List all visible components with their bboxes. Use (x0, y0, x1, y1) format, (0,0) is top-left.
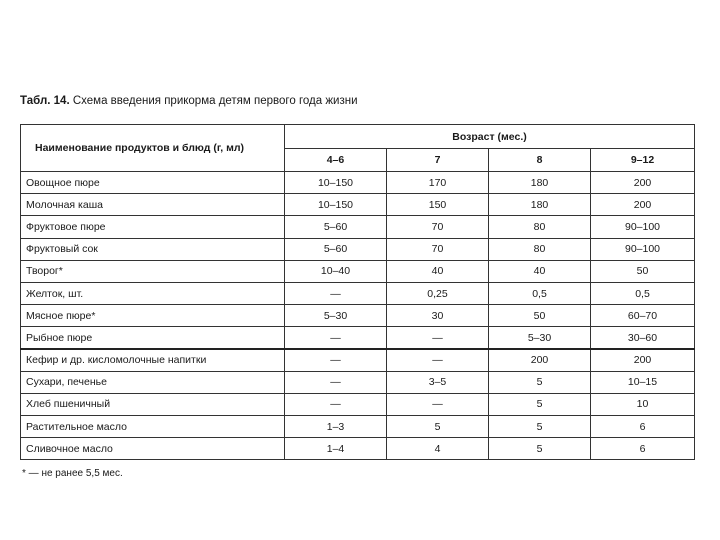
amount-cell: 150 (387, 194, 489, 216)
product-name-cell: Сливочное масло (21, 438, 285, 460)
amount-cell: 80 (489, 238, 591, 260)
age-column-header: 4–6 (285, 149, 387, 172)
amount-cell: 3–5 (387, 371, 489, 393)
amount-cell: 5–30 (489, 327, 591, 349)
amount-cell: 6 (591, 416, 695, 438)
amount-cell: 0,5 (591, 282, 695, 304)
amount-cell: 170 (387, 172, 489, 194)
amount-cell: 5–60 (285, 216, 387, 238)
feeding-schedule-table (20, 124, 695, 460)
amount-cell: 180 (489, 194, 591, 216)
age-column-header: 7 (387, 149, 489, 172)
caption-label: Табл. 14. (20, 95, 70, 107)
amount-cell: — (387, 393, 489, 415)
amount-cell: 30–60 (591, 327, 695, 349)
table-row (21, 172, 695, 194)
product-name-cell: Овощное пюре (21, 172, 285, 194)
table-row (21, 194, 695, 216)
table-row (21, 305, 695, 327)
amount-cell: 0,25 (387, 282, 489, 304)
amount-cell: 50 (591, 260, 695, 282)
amount-cell: — (285, 349, 387, 371)
amount-cell: 200 (591, 349, 695, 371)
amount-cell: 200 (489, 349, 591, 371)
amount-cell: 5 (489, 393, 591, 415)
amount-cell: 1–3 (285, 416, 387, 438)
table-row (21, 416, 695, 438)
table-row (21, 216, 695, 238)
product-name-cell: Сухари, печенье (21, 371, 285, 393)
amount-cell: — (285, 371, 387, 393)
age-group-header: Возраст (мес.) (285, 125, 695, 149)
product-name-cell: Мясное пюре* (21, 305, 285, 327)
product-name-cell: Кефир и др. кисломолочные напитки (21, 349, 285, 371)
amount-cell: 30 (387, 305, 489, 327)
amount-cell: 5 (489, 371, 591, 393)
amount-cell: 10–40 (285, 260, 387, 282)
product-name-cell: Желток, шт. (21, 282, 285, 304)
table-row (21, 260, 695, 282)
name-column-header: Наименование продуктов и блюд (г, мл) (21, 125, 285, 172)
product-name-cell: Фруктовое пюре (21, 216, 285, 238)
amount-cell: 10–15 (591, 371, 695, 393)
table-row (21, 349, 695, 371)
amount-cell: 10–150 (285, 172, 387, 194)
amount-cell: 70 (387, 216, 489, 238)
product-name-cell: Хлеб пшеничный (21, 393, 285, 415)
amount-cell: 60–70 (591, 305, 695, 327)
amount-cell: 90–100 (591, 238, 695, 260)
table-caption (20, 95, 358, 107)
table-row (21, 371, 695, 393)
amount-cell: 5–60 (285, 238, 387, 260)
amount-cell: — (387, 349, 489, 371)
amount-cell: 0,5 (489, 282, 591, 304)
age-column-header: 8 (489, 149, 591, 172)
amount-cell: — (285, 393, 387, 415)
amount-cell: 5–30 (285, 305, 387, 327)
amount-cell: 5 (489, 438, 591, 460)
amount-cell: 1–4 (285, 438, 387, 460)
table-row (21, 327, 695, 349)
amount-cell: 200 (591, 172, 695, 194)
product-name-cell: Растительное масло (21, 416, 285, 438)
amount-cell: 70 (387, 238, 489, 260)
caption-text: Схема введения прикорма детям первого года жизни (72, 95, 358, 107)
amount-cell: 5 (489, 416, 591, 438)
amount-cell: 40 (387, 260, 489, 282)
amount-cell: 200 (591, 194, 695, 216)
table-row (21, 238, 695, 260)
amount-cell: 80 (489, 216, 591, 238)
amount-cell: — (285, 327, 387, 349)
table-row (21, 282, 695, 304)
amount-cell: 90–100 (591, 216, 695, 238)
product-name-cell: Молочная каша (21, 194, 285, 216)
product-name-cell: Фруктовый сок (21, 238, 285, 260)
amount-cell: — (387, 327, 489, 349)
amount-cell: 50 (489, 305, 591, 327)
table-row (21, 393, 695, 415)
table-row (21, 438, 695, 460)
product-name-cell: Творог* (21, 260, 285, 282)
amount-cell: 6 (591, 438, 695, 460)
amount-cell: — (285, 282, 387, 304)
amount-cell: 10 (591, 393, 695, 415)
footnote: * — не ранее 5,5 мес. (22, 468, 123, 479)
product-name-cell: Рыбное пюре (21, 327, 285, 349)
amount-cell: 10–150 (285, 194, 387, 216)
amount-cell: 180 (489, 172, 591, 194)
amount-cell: 4 (387, 438, 489, 460)
age-column-header: 9–12 (591, 149, 695, 172)
amount-cell: 5 (387, 416, 489, 438)
amount-cell: 40 (489, 260, 591, 282)
table-body (21, 172, 695, 460)
